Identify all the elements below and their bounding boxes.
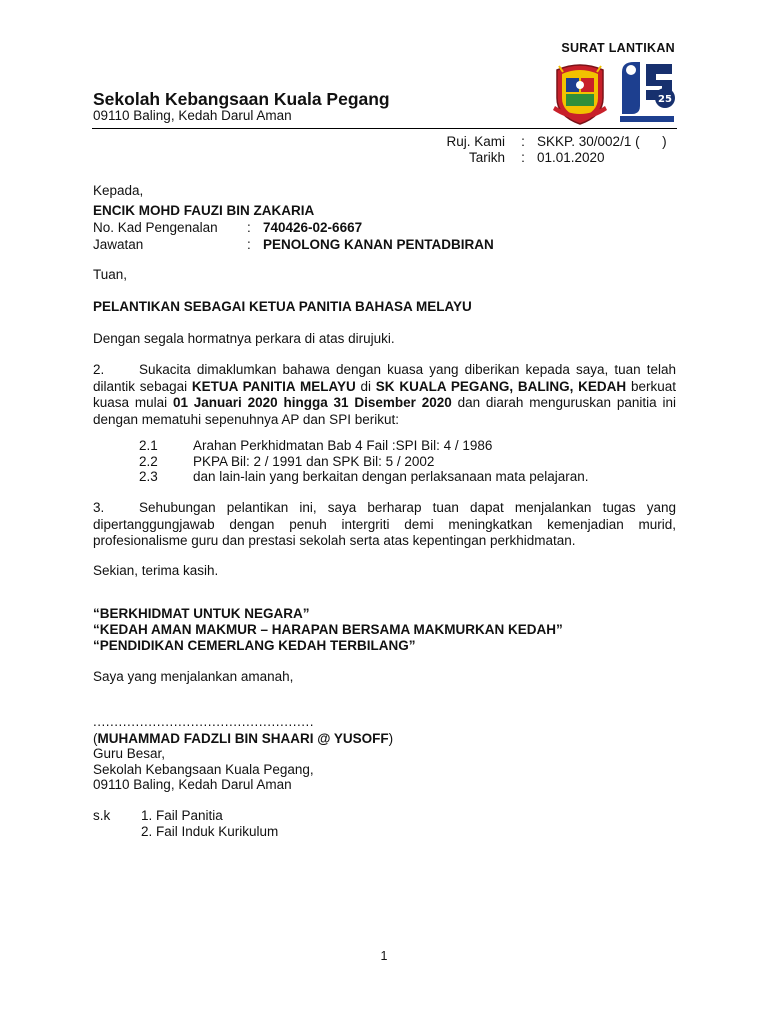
ic-row [93, 220, 362, 237]
ic-value: 740426-02-6667 [263, 220, 363, 235]
list-item-text: Arahan Perkhidmatan Bab 4 Fail :SPI Bil: 4 / 1986 [193, 438, 493, 453]
post-row [93, 237, 494, 254]
para3-number: 3. [93, 500, 105, 515]
post-colon: : [247, 237, 251, 252]
paragraph-3 [93, 500, 676, 550]
para2-text-3: berkuat kuasa mulai [93, 378, 676, 410]
signature-line: .................................................... [93, 714, 315, 729]
tarikh-colon: : [521, 150, 525, 165]
salutation: Tuan, [93, 267, 128, 282]
signatory-school: Sekolah Kebangsaan Kuala Pegang, [93, 762, 314, 777]
para2-text-4: dan diarah menguruskan panitia ini dengan mematuhi sepenuhnya AP dan SPI berikut: [93, 395, 676, 427]
kepada: Kepada, [93, 183, 144, 198]
list-item-text: PKPA Bil: 2 / 1991 dan SPK Bil: 5 / 2002 [193, 454, 435, 469]
post-label: Jawatan [93, 237, 144, 252]
amanah-line: Saya yang menjalankan amanah, [93, 669, 294, 684]
signatory-title: Guru Besar, [93, 746, 166, 761]
header-divider [92, 128, 677, 129]
reference-block [425, 134, 667, 166]
subject-line: PELANTIKAN SEBAGAI KETUA PANITIA BAHASA MELAYU [93, 299, 472, 314]
para2-bold-dates: 01 Januari 2020 hingga 31 Disember 2020 [172, 395, 452, 410]
tarikh-value: 01.01.2020 [537, 150, 605, 165]
signatory-name: MUHAMMAD FADZLI BIN SHAARI @ YUSOFF [97, 731, 389, 746]
tarikh-label: Tarikh [468, 150, 505, 165]
sk-label: s.k [93, 808, 111, 823]
motto-2: “KEDAH AMAN MAKMUR – HARAPAN BERSAMA MAKMURKAN KEDAH” [93, 622, 563, 637]
motto-1: “BERKHIDMAT UNTUK NEGARA” [93, 606, 310, 621]
anniversary-25-logo [616, 58, 678, 124]
paren-open: ( [93, 731, 98, 746]
paragraph-2 [93, 362, 676, 428]
ruj-value: SKKP. 30/002/1 ( ) [537, 134, 667, 149]
motto-3: “PENDIDIKAN CEMERLANG KEDAH TERBILANG” [93, 638, 416, 653]
sk-item: 2. Fail Induk Kurikulum [141, 824, 279, 839]
para2-text-1: Sukacita dimaklumkan bahawa dengan kuasa yang diberikan kepada saya, tuan telah dilantik sebagai [93, 362, 676, 394]
sk-row [93, 808, 223, 825]
school-name: Sekolah Kebangsaan Kuala Pegang [93, 89, 390, 109]
school-address: 09110 Baling, Kedah Darul Aman [93, 108, 292, 123]
ruj-label: Ruj. Kami [446, 134, 505, 149]
page-number: 1 [380, 949, 388, 963]
sk-item: 1. Fail Panitia [141, 808, 223, 823]
school-crest-logo [549, 60, 611, 126]
ic-colon: : [247, 220, 251, 235]
paragraph-1: Dengan segala hormatnya perkara di atas dirujuki. [93, 331, 395, 346]
list-item [139, 469, 589, 486]
recipient-name: ENCIK MOHD FAUZI BIN ZAKARIA [93, 203, 315, 218]
ruj-colon: : [521, 134, 525, 149]
signatory-address: 09110 Baling, Kedah Darul Aman [93, 777, 292, 792]
list-item-text: dan lain-lain yang berkaitan dengan perlaksanaan mata pelajaran. [193, 469, 589, 484]
para2-text-2: di [355, 378, 376, 394]
list-item [139, 438, 492, 455]
closing: Sekian, terima kasih. [93, 563, 219, 578]
para2-number: 2. [93, 362, 105, 377]
ic-label: No. Kad Pengenalan [93, 220, 218, 235]
para2-bold-post: KETUA PANITIA MELAYU [191, 378, 356, 394]
post-value: PENOLONG KANAN PENTADBIRAN [263, 237, 494, 252]
list-item-number: 2.1 [139, 438, 158, 453]
document-type: SURAT LANTIKAN [561, 41, 675, 55]
list-item-number: 2.2 [139, 454, 158, 469]
para2-bold-school: SK KUALA PEGANG, BALING, KEDAH [375, 378, 627, 394]
para3-text: Sehubungan pelantikan ini, saya berharap tuan dapat menjalankan tugas yang dipertanggungjawab dengan penuh intergriti demi meningkatkan kemenjadian murid, profesionalisme guru dan prestasi sekolah serta atas kepentingan perkhidmatan. [93, 500, 676, 548]
svg-text:25: 25 [658, 94, 672, 105]
paren-close: ) [388, 731, 394, 746]
list-item-number: 2.3 [139, 469, 158, 484]
